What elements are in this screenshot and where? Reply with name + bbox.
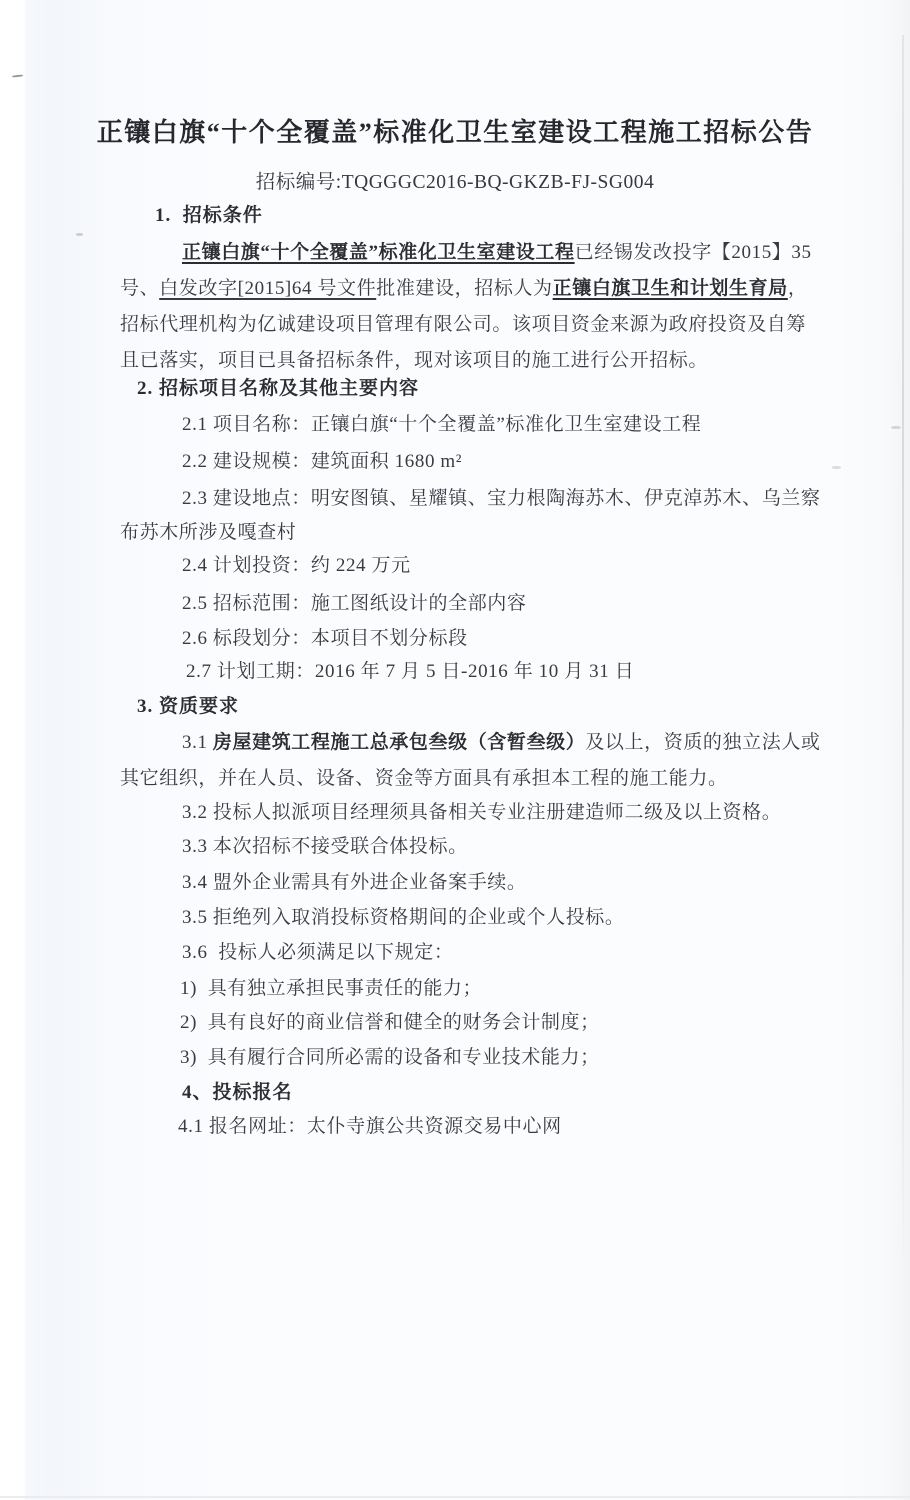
item-2-1-project-name: 2.1 项目名称：正镶白旗“十个全覆盖”标准化卫生室建设工程 [182, 414, 702, 435]
section-1-paragraph-line-3: 招标代理机构为亿诚建设项目管理有限公司。该项目资金来源为政府投资及自筹 [120, 314, 807, 335]
underlined-tenderer-name: 正镶白旗卫生和计划生育局 [552, 278, 788, 299]
item-2-2-scale: 2.2 建设规模：建筑面积 1680 m² [182, 451, 463, 472]
scan-bottom-edge [0, 1496, 910, 1498]
scan-artifact [832, 466, 841, 469]
section-1-heading: 1. 招标条件 [155, 205, 263, 226]
text-segment: ， [787, 278, 808, 299]
item-2-4-investment: 2.4 计划投资：约 224 万元 [182, 555, 411, 576]
requirement-2: 2) 具有良好的商业信誉和健全的财务会计制度； [180, 1012, 600, 1033]
section-4-heading: 4、投标报名 [182, 1082, 293, 1103]
requirement-3: 3) 具有履行合同所必需的设备和专业技术能力； [180, 1047, 600, 1068]
text-segment: 批准建设，招标人为 [376, 278, 553, 299]
scan-artifact [891, 426, 901, 429]
scan-right-edge [902, 35, 904, 1275]
text-segment: 号、 [120, 278, 160, 299]
item-4-1-registration-site: 4.1 报名网址：太仆寺旗公共资源交易中心网 [178, 1116, 562, 1137]
section-1-paragraph-line-1 [120, 237, 860, 264]
item-3-1-qualification-wrap: 其它组织，并在人员、设备、资金等方面具有承担本工程的施工能力。 [120, 768, 728, 789]
scan-artifact [76, 233, 83, 236]
underlined-approval-doc: 白发改字[2015]64 号文件 [159, 278, 377, 299]
item-2-7-schedule: 2.7 计划工期：2016 年 7 月 5 日-2016 年 10 月 31 日 [186, 661, 635, 682]
underlined-project-name: 正镶白旗“十个全覆盖”标准化卫生室建设工程 [182, 242, 575, 263]
text-segment: 3.1 [182, 732, 213, 753]
text-segment: 已经锡发改投字【2015】35 [574, 242, 812, 263]
bold-qualification-grade: 房屋建筑工程施工总承包叁级（含暂叁级） [212, 732, 586, 753]
item-2-3-location: 2.3 建设地点：明安图镇、星耀镇、宝力根陶海苏木、伊克淖苏木、乌兰察 [182, 488, 821, 509]
item-2-6-lots: 2.6 标段划分：本项目不划分标段 [182, 628, 468, 649]
document-title: 正镶白旗“十个全覆盖”标准化卫生室建设工程施工招标公告 [96, 118, 814, 147]
section-1-paragraph-line-4: 且已落实，项目已具备招标条件，现对该项目的施工进行公开招标。 [120, 350, 709, 371]
item-3-2-project-manager: 3.2 投标人拟派项目经理须具备相关专业注册建造师二级及以上资格。 [182, 802, 782, 823]
section-3-heading: 3. 资质要求 [137, 696, 240, 717]
item-3-1-qualification [120, 727, 860, 754]
tender-number: 招标编号:TQGGGC2016-BQ-GKZB-FJ-SG004 [255, 172, 655, 193]
section-1-paragraph-line-2 [120, 273, 808, 300]
item-3-3-no-consortium: 3.3 本次招标不接受联合体投标。 [182, 836, 468, 857]
item-3-4-external-enterprise: 3.4 盟外企业需具有外进企业备案手续。 [182, 872, 527, 893]
scan-artifact [12, 74, 23, 77]
text-segment: 及以上，资质的独立法人或 [585, 732, 821, 753]
item-2-3-location-wrap: 布苏木所涉及嘎查村 [120, 522, 297, 543]
item-3-6-requirements: 3.6 投标人必须满足以下规定： [182, 942, 454, 963]
section-2-heading: 2. 招标项目名称及其他主要内容 [137, 378, 420, 399]
item-3-5-disqualified: 3.5 拒绝列入取消投标资格期间的企业或个人投标。 [182, 907, 625, 928]
item-2-5-scope: 2.5 招标范围：施工图纸设计的全部内容 [182, 593, 527, 614]
requirement-1: 1) 具有独立承担民事责任的能力； [180, 978, 483, 999]
